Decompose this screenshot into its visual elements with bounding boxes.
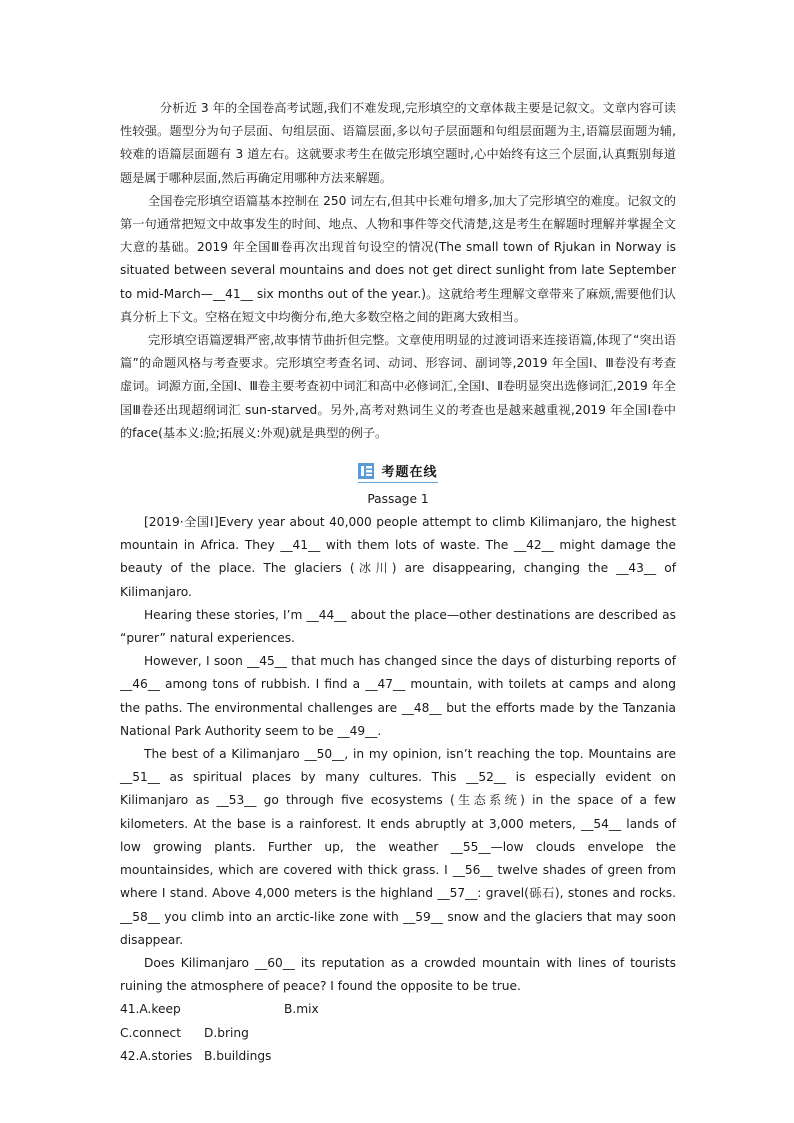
intro-paragraph-2: 全国卷完形填空语篇基本控制在 250 词左右,但其中长难句增多,加大了完形填空的难度。记叙文的第一句通常把短文中故事发生的时间、地点、人物和事件等交代清楚,这是考生在解题时理解并掌握全文大意的基础。2019 年全国Ⅲ卷再次出现首句设空的情况(The small town of Rjukan in Norway is situated between several mountains and does not get direct sunlight from late September to mid-March—__41__ six months out of the year.)。这就给考生理解文章带来了麻烦,需要他们认真分析上下文。空格在短文中均衡分布,绝大多数空格之间的距离大致相当。 xyxy=(120,193,676,324)
option-42-a: 42.A.stories xyxy=(120,1048,193,1063)
section-marker-icon xyxy=(358,463,374,479)
passage-paragraph-1: [2019·全国Ⅰ]Every year about 40,000 people attempt to climb Kilimanjaro, the highest mountain in Africa. They __41__ with them lots of waste. The __42__ might damage the beauty of the place. The glaciers (冰川) are disappearing, changing the __43__ of Kilimanjaro. xyxy=(120,515,676,599)
option-41-d: D.bring xyxy=(204,1025,249,1040)
passage-paragraph-2: Hearing these stories, I’m __44__ about the place—other destinations are described as “purer” natural experiences. xyxy=(120,607,676,646)
option-row-41-cd xyxy=(120,1022,676,1045)
intro-paragraph-1: 分析近 3 年的全国卷高考试题,我们不难发现,完形填空的文章体裁主要是记叙文。文章内容可读性较强。题型分为句子层面、句组层面、语篇层面,多以句子层面题和句组层面题为主,语篇层面题为辅,较难的语篇层面题有 3 道左右。这就要求考生在做完形填空题时,心中始终有这三个层面,认真甄别每道题是属于哪种层面,然后再确定用哪种方法来解题。 xyxy=(120,101,676,185)
option-41-b: B.mix xyxy=(284,1002,319,1017)
option-42-b: B.buildings xyxy=(204,1048,272,1063)
option-41-a: 41.A.keep xyxy=(120,1002,181,1017)
section-heading xyxy=(120,460,676,484)
passage-paragraph-3: However, I soon __45__ that much has changed since the days of disturbing reports of __46__ among tons of rubbish. I find a __47__ mountain, with toilets at camps and along the paths. The environmental challenges are __48__ but the efforts made by the Tanzania National Park Authority seem to be __49__. xyxy=(120,654,676,738)
answer-options xyxy=(120,998,676,1068)
passage-paragraph-5: Does Kilimanjaro __60__ its reputation as a crowded mountain with lines of tourists ruining the atmosphere of peace? I found the opposite to be true. xyxy=(120,955,676,994)
option-row-42-ab xyxy=(120,1045,676,1068)
passage-title: Passage 1 xyxy=(367,492,429,507)
section-heading-text: 考题在线 xyxy=(381,465,438,481)
option-41-c: C.connect xyxy=(120,1025,181,1040)
section-heading-inner xyxy=(358,461,437,483)
document-page xyxy=(120,97,676,1068)
intro-section xyxy=(120,97,676,445)
intro-paragraph-3: 完形填空语篇逻辑严密,故事情节曲折但完整。文章使用明显的过渡词语来连接语篇,体现了“突出语篇”的命题风格与考查要求。完形填空考查名词、动词、形容词、副词等,2019 年全国Ⅰ、Ⅲ卷没有考查虚词。词源方面,全国Ⅰ、Ⅲ卷主要考查初中词汇和高中必修词汇,全国Ⅰ、Ⅱ卷明显突出选修词汇,2019 年全国Ⅲ卷还出现超纲词汇 sun-starved。另外,高考对熟词生义的考查也是越来越重视,2019 年全国Ⅰ卷中的face(基本义:脸;拓展义:外观)就是典型的例子。 xyxy=(120,333,676,440)
option-row-41-ab xyxy=(120,998,676,1021)
passage-paragraph-4: The best of a Kilimanjaro __50__, in my opinion, isn’t reaching the top. Mountains are __51__ as spiritual places by many cultures. This __52__ is especially evident on Kilimanjaro as __53__ go through five ecosystems (生态系统) in the space of a few kilometers. At the base is a rainforest. It ends abruptly at 3,000 meters, __54__ lands of low growing plants. Further up, the weather __55__—low clouds envelope the mountainsides, which are covered with thick grass. I __56__ twelve shades of green from where I stand. Above 4,000 meters is the highland __57__: gravel(砾石), stones and rocks. __58__ you climb into an arctic-like zone with __59__ snow and the glaciers that may soon disappear. xyxy=(120,747,676,947)
passage-body xyxy=(120,511,676,998)
